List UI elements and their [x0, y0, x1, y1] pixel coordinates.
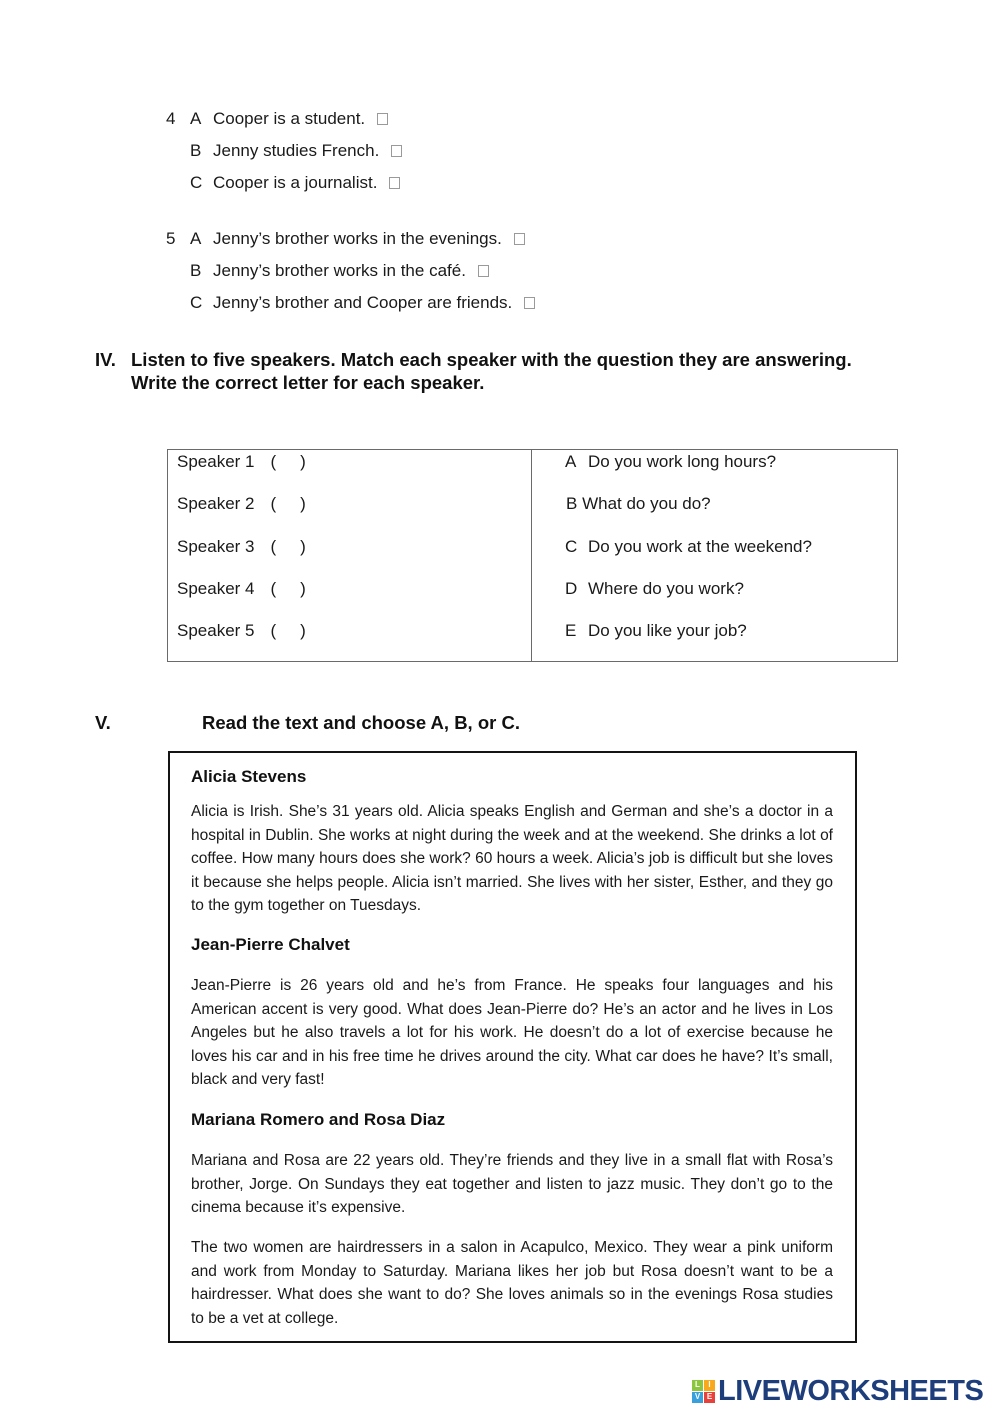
speaker-label: Speaker 1 — [177, 452, 255, 471]
question-5-option-a — [166, 229, 525, 249]
liveworksheets-logo — [692, 1376, 983, 1406]
option-text: Do you work long hours? — [588, 452, 777, 471]
question-number: 5 — [166, 229, 176, 248]
answer-checkbox[interactable] — [478, 265, 489, 277]
option-text: What do you do? — [582, 494, 711, 513]
section-number: V. — [95, 712, 111, 733]
question-4-option-c — [190, 173, 400, 193]
question-option — [565, 621, 747, 641]
option-letter: E — [565, 621, 577, 640]
option-text: Do you like your job? — [588, 621, 747, 640]
question-option — [566, 494, 711, 514]
question-4-option-b — [190, 141, 402, 161]
option-letter: A — [190, 109, 202, 128]
question-options-column — [532, 450, 897, 661]
answer-blank-open[interactable]: ( — [270, 452, 277, 471]
section-5-heading — [95, 711, 520, 734]
option-text: Jenny’s brother works in the evenings. — [213, 229, 502, 248]
speaker-row — [177, 537, 306, 557]
reading-text-box — [168, 751, 857, 1343]
question-option — [565, 537, 812, 557]
option-letter: A — [190, 229, 202, 248]
answer-checkbox[interactable] — [377, 113, 388, 125]
answer-checkbox[interactable] — [524, 297, 535, 309]
speaker-label: Speaker 2 — [177, 494, 255, 513]
question-5-option-c — [190, 293, 535, 313]
text-heading-alicia: Alicia Stevens — [191, 767, 307, 786]
answer-blank-open[interactable]: ( — [270, 621, 277, 640]
text-paragraph-jean-pierre: Jean-Pierre is 26 years old and he’s from France. He speaks four languages and his American accent is very good. What does Jean-Pierre do? He’s an actor and he lives in Los Angeles but he also travels a lot for his work. He doesn’t do a lot of exercise because he loves his car and in his free time he drives around the city. What car does he have? It’s small, black and very fast! — [191, 977, 833, 1088]
text-paragraph-alicia: Alicia is Irish. She’s 31 years old. Alicia speaks English and German and she’s a doctor in a hospital in Dublin. She works at night during the week and at the weekend. She drinks a lot of coffee. How many hours does she work? 60 hours a week. Alicia’s job is difficult but she loves it because she helps people. Alicia isn’t married. She lives with her sister, Esther, and they go to the gym together on Tuesdays. — [191, 803, 833, 914]
option-letter: C — [565, 537, 578, 556]
option-text: Cooper is a student. — [213, 109, 366, 128]
logo-tile: I — [704, 1380, 715, 1391]
answer-blank-close: ) — [300, 452, 306, 471]
option-text: Cooper is a journalist. — [213, 173, 378, 192]
logo-tile: V — [692, 1392, 703, 1403]
speaker-label: Speaker 3 — [177, 537, 255, 556]
question-4-option-a — [166, 109, 388, 129]
answer-blank-open[interactable]: ( — [270, 537, 277, 556]
answer-checkbox[interactable] — [514, 233, 525, 245]
answer-checkbox[interactable] — [389, 177, 400, 189]
logo-tile: L — [692, 1380, 703, 1391]
option-text: Do you work at the weekend? — [588, 537, 812, 556]
text-heading-jean-pierre: Jean-Pierre Chalvet — [191, 935, 350, 954]
question-option — [565, 452, 776, 472]
logo-tiles-icon — [692, 1380, 715, 1403]
answer-checkbox[interactable] — [391, 145, 402, 157]
logo-text: LIVEWORKSHEETS — [718, 1375, 984, 1407]
answer-blank-open[interactable]: ( — [270, 494, 277, 513]
matching-table — [167, 449, 898, 662]
text-paragraph-mariana-rosa-2: The two women are hairdressers in a salon in Acapulco, Mexico. They wear a pink uniform and work from Monday to Saturday. Mariana likes her job but Rosa doesn’t want to be a hairdresser. What does she want to do? She loves animals so in the evenings Rosa studies to be a vet at college. — [191, 1239, 833, 1327]
speaker-row — [177, 452, 306, 472]
section-instruction: Read the text and choose A, B, or C. — [202, 712, 520, 733]
speaker-row — [177, 579, 306, 599]
answer-blank-open[interactable]: ( — [270, 579, 277, 598]
answer-blank-close: ) — [300, 621, 306, 640]
text-heading-mariana-rosa: Mariana Romero and Rosa Diaz — [191, 1110, 446, 1129]
speaker-column — [168, 450, 532, 661]
question-option — [565, 579, 744, 599]
section-instruction: Listen to five speakers. Match each speaker with the question they are answering. — [131, 349, 852, 370]
option-text: Jenny’s brother works in the café. — [213, 261, 466, 280]
option-letter: C — [190, 173, 203, 192]
question-number: 4 — [166, 109, 176, 128]
option-text: Jenny studies French. — [213, 141, 380, 160]
question-5-option-b — [190, 261, 489, 281]
speaker-row — [177, 621, 306, 641]
answer-blank-close: ) — [300, 537, 306, 556]
speaker-label: Speaker 4 — [177, 579, 255, 598]
option-letter: B — [190, 261, 202, 280]
option-letter: D — [565, 579, 578, 598]
option-letter: A — [565, 452, 577, 471]
section-instruction-line2: Write the correct letter for each speaker. — [131, 372, 485, 393]
section-4-heading — [95, 348, 852, 394]
speaker-row — [177, 494, 306, 514]
option-letter: B — [566, 494, 578, 513]
option-letter: C — [190, 293, 203, 312]
text-paragraph-mariana-rosa-1: Mariana and Rosa are 22 years old. They’re friends and they live in a small flat with Rosa’s brother, Jorge. On Sundays they eat together and listen to jazz music. They don’t go to the cinema because it’s expensive. — [191, 1152, 833, 1216]
answer-blank-close: ) — [300, 579, 306, 598]
logo-tile: E — [704, 1392, 715, 1403]
option-letter: B — [190, 141, 202, 160]
section-number: IV. — [95, 349, 116, 370]
answer-blank-close: ) — [300, 494, 306, 513]
option-text: Jenny’s brother and Cooper are friends. — [213, 293, 513, 312]
option-text: Where do you work? — [588, 579, 744, 598]
speaker-label: Speaker 5 — [177, 621, 255, 640]
